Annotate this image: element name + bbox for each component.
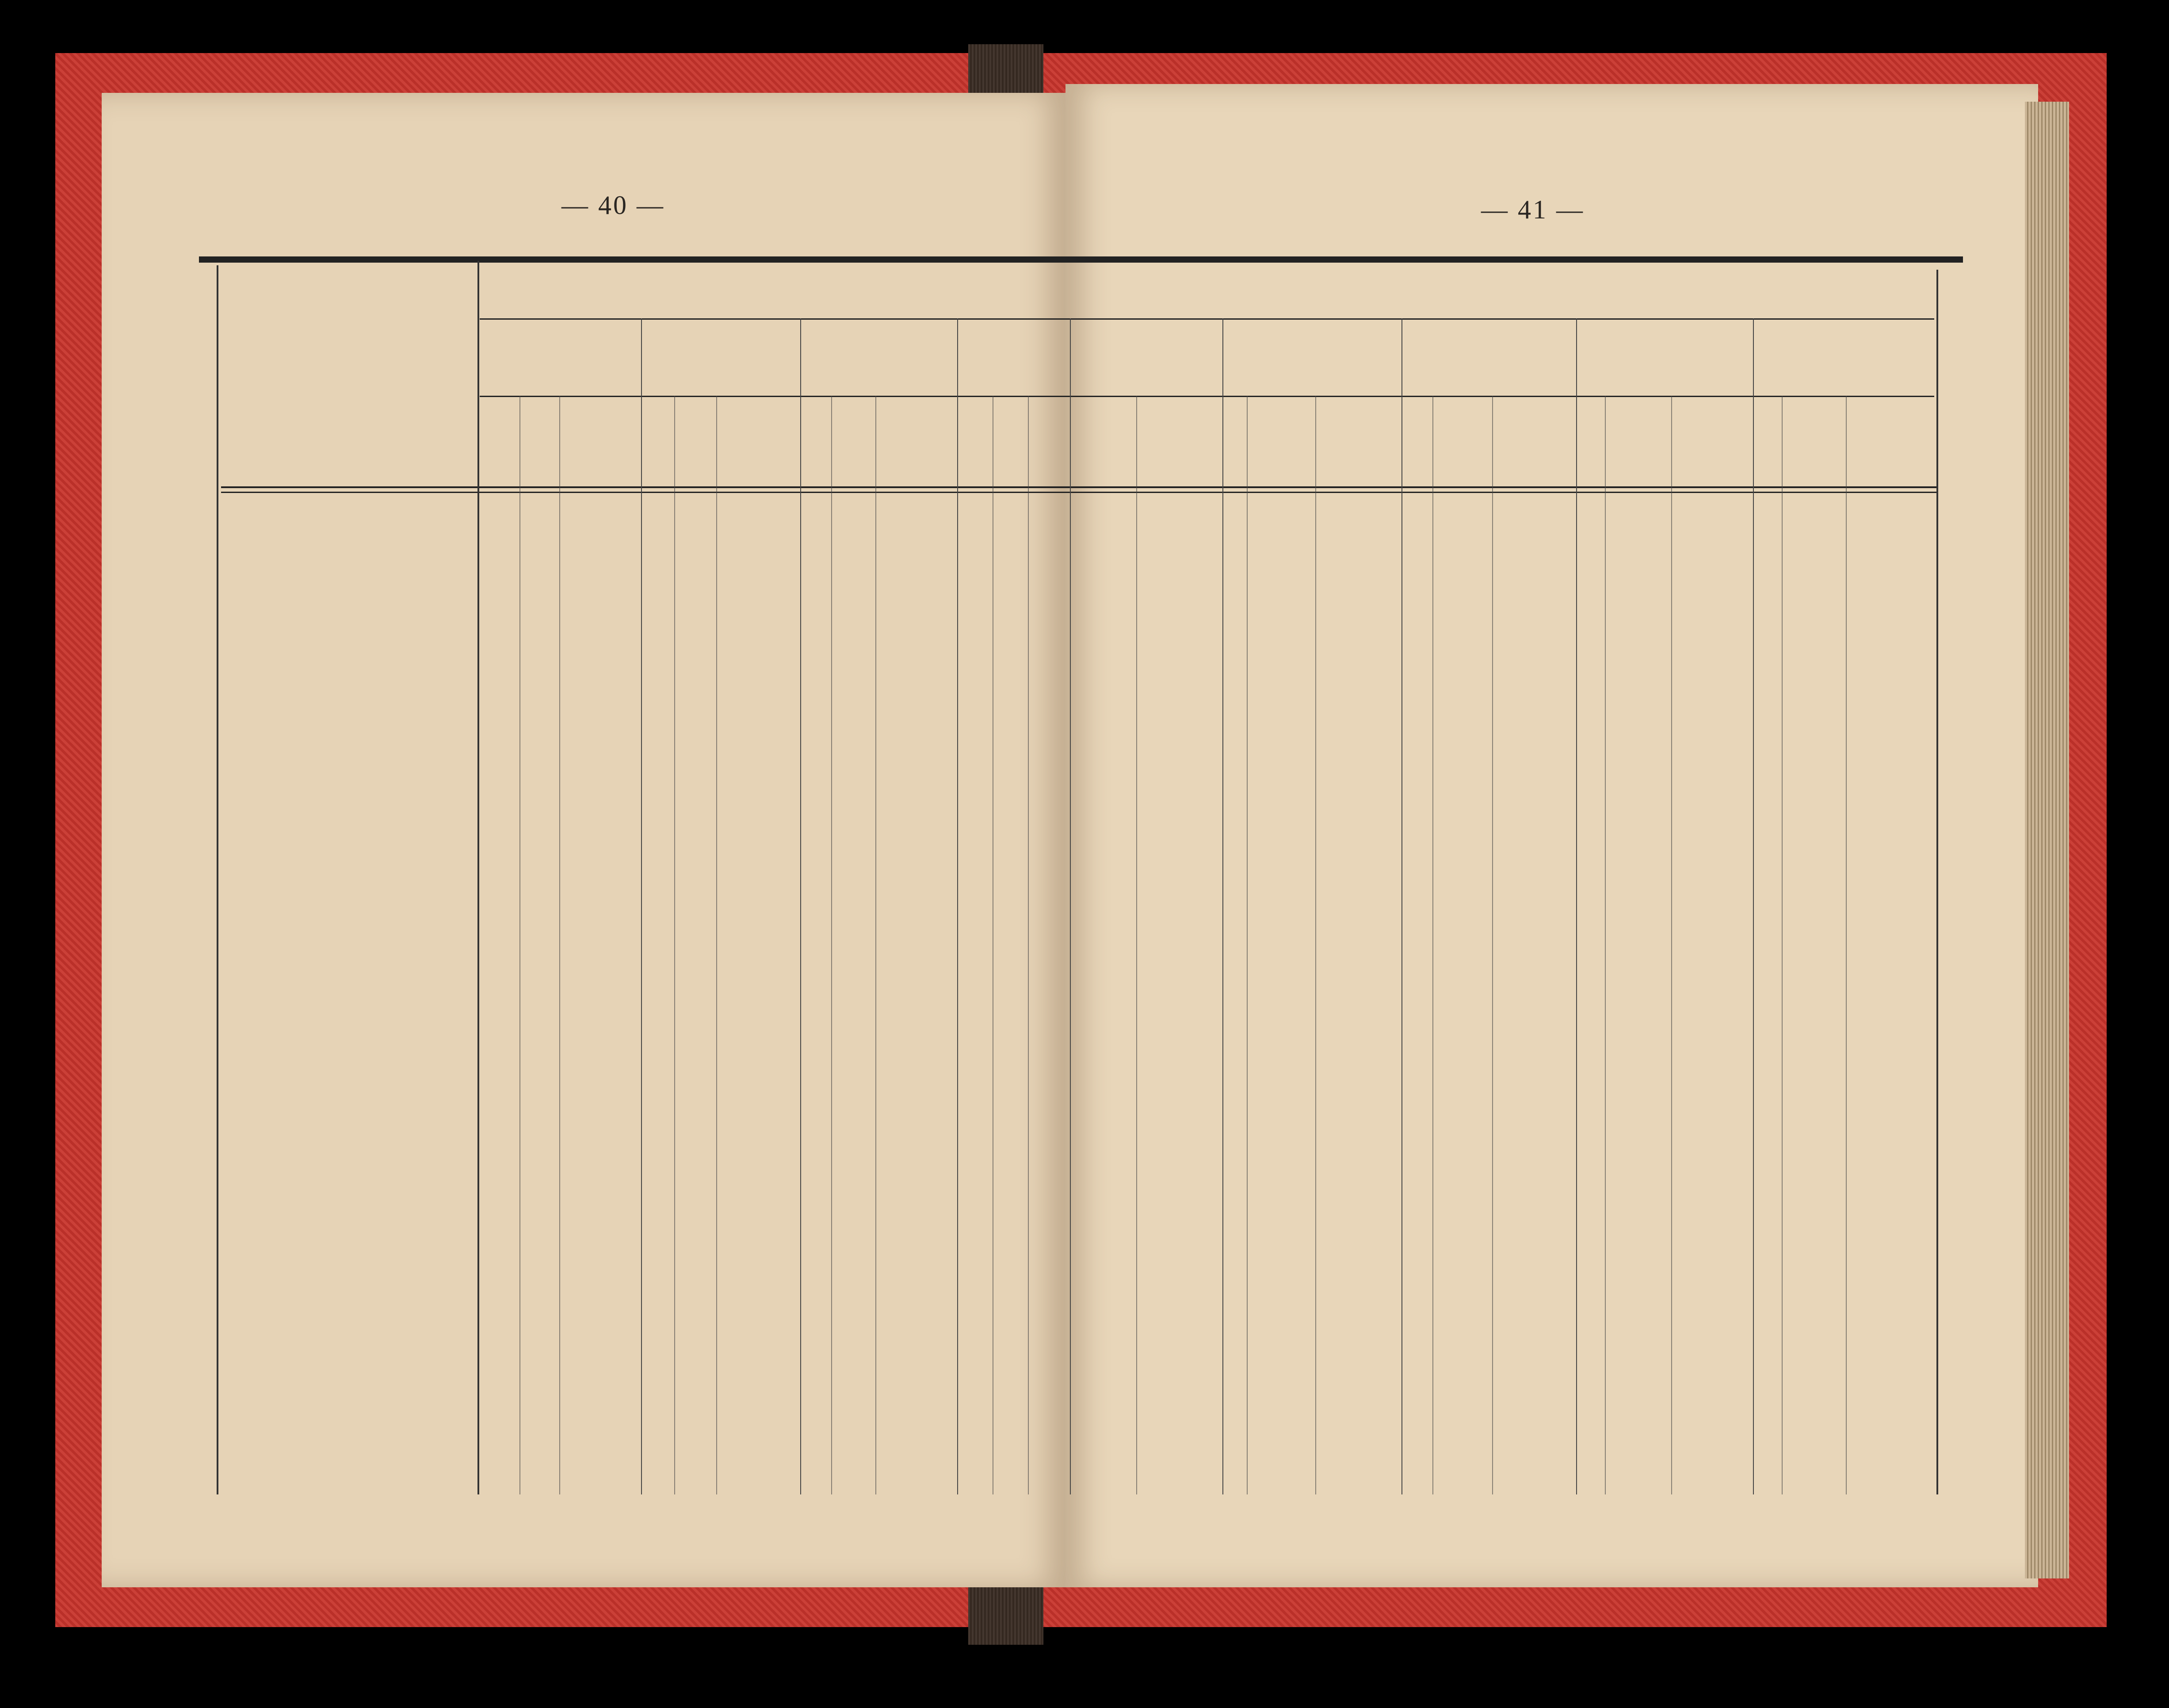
crop-group-divider	[641, 318, 642, 1494]
table-top-rule	[199, 256, 1963, 263]
crop-group-divider	[1401, 318, 1402, 1494]
subcolumn-divider	[1136, 396, 1137, 1494]
crop-group-divider	[1222, 318, 1223, 1494]
left-page-number: — 40 —	[561, 191, 665, 220]
subcolumn-divider	[716, 396, 717, 1494]
page-edges	[2025, 102, 2069, 1578]
subcolumn-divider	[1070, 396, 1071, 1494]
table-right-border	[1936, 270, 1938, 1494]
subcolumn-divider	[1247, 396, 1248, 1494]
subcolumn-divider	[674, 396, 675, 1494]
name-column-border	[477, 261, 479, 1494]
crop-header-rule	[480, 318, 1934, 320]
subcolumn-divider	[1605, 396, 1606, 1494]
right-page	[1065, 84, 2038, 1587]
crop-group-divider	[957, 318, 958, 1494]
subcolumn-divider	[1782, 396, 1783, 1494]
subcolumn-divider	[1846, 396, 1847, 1494]
subcolumn-divider	[831, 396, 832, 1494]
subcolumn-divider	[1432, 396, 1433, 1494]
left-page	[102, 93, 1065, 1587]
subheader-rule	[480, 396, 1934, 397]
subcolumn-divider	[559, 396, 560, 1494]
crop-group-divider	[800, 318, 801, 1494]
subcolumn-divider	[1671, 396, 1672, 1494]
right-page-number: — 41 —	[1481, 195, 1585, 224]
crop-group-divider	[1753, 318, 1754, 1494]
subcolumn-divider	[1492, 396, 1493, 1494]
subcolumn-divider	[1315, 396, 1316, 1494]
subcolumn-divider	[1028, 396, 1029, 1494]
subcolumn-divider	[875, 396, 876, 1494]
table-left-border	[217, 265, 218, 1494]
subcolumn-divider	[519, 396, 520, 1494]
crop-group-divider	[1576, 318, 1577, 1494]
